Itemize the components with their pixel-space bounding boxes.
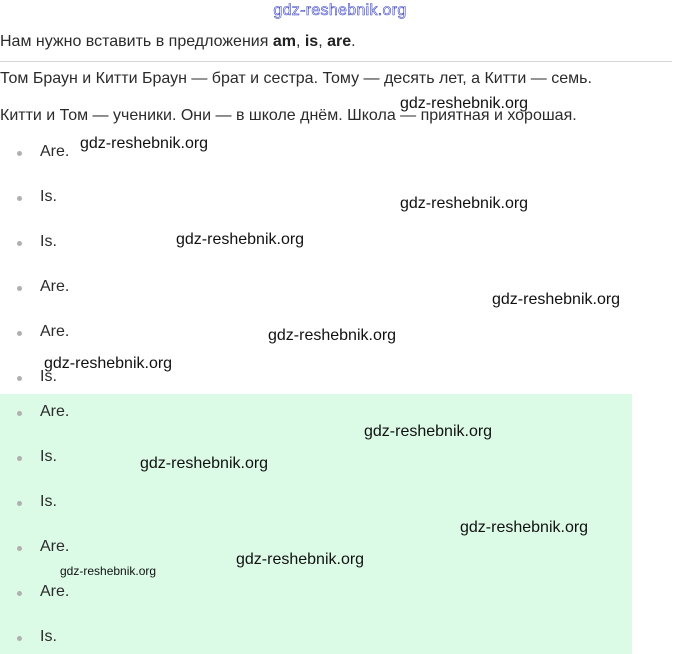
task-word-are: are — [327, 33, 352, 50]
bullet-icon — [17, 241, 22, 246]
answer-text: Is. — [40, 628, 57, 645]
bullet-icon — [17, 151, 22, 156]
watermark: gdz-reshebnik.org — [400, 95, 529, 112]
answer-text: Are. — [40, 403, 70, 420]
bullet-icon — [17, 546, 22, 551]
watermark: gdz-reshebnik.org — [60, 564, 157, 578]
watermark: gdz-reshebnik.org — [140, 455, 269, 472]
watermark: gdz-reshebnik.org — [460, 519, 589, 536]
watermark: gdz-reshebnik.org — [268, 327, 397, 344]
answer-text: Is. — [40, 368, 57, 385]
bullet-icon — [17, 501, 22, 506]
watermark: gdz-reshebnik.org — [176, 231, 305, 248]
task-separator: , — [318, 33, 328, 50]
bullet-icon — [17, 636, 22, 641]
answer-text: Is. — [40, 233, 57, 250]
answer-text: Are. — [40, 278, 70, 295]
site-watermark-header: gdz-reshebnik.org — [273, 2, 407, 19]
bullet-icon — [17, 286, 22, 291]
answer-text: Are. — [40, 538, 70, 555]
answer-text: Is. — [40, 493, 57, 510]
task-separator: , — [295, 33, 305, 50]
task-word-is: is — [304, 33, 319, 50]
bullet-icon — [17, 591, 22, 596]
task-suffix: . — [351, 33, 356, 50]
watermark: gdz-reshebnik.org — [400, 195, 529, 212]
task-instruction — [0, 33, 356, 51]
answer-text: Is. — [40, 188, 57, 205]
answer-text: Are. — [40, 323, 70, 340]
bullet-icon — [17, 456, 22, 461]
answer-text: Is. — [40, 448, 57, 465]
divider — [0, 61, 672, 62]
bullet-icon — [17, 331, 22, 336]
watermark: gdz-reshebnik.org — [44, 355, 173, 372]
text-line-1: Том Браун и Китти Браун — брат и сестра. Тому — десять лет, а Китти — семь. — [0, 70, 592, 87]
answer-text: Are. — [40, 583, 70, 600]
bullet-icon — [17, 196, 22, 201]
watermark: gdz-reshebnik.org — [364, 423, 493, 440]
task-prefix: Нам нужно вставить в предложения — [0, 33, 273, 50]
bullet-icon — [17, 411, 22, 416]
answer-text: Are. — [40, 143, 70, 160]
watermark: gdz-reshebnik.org — [80, 135, 209, 152]
watermark: gdz-reshebnik.org — [492, 291, 621, 308]
watermark: gdz-reshebnik.org — [236, 551, 365, 568]
bullet-icon — [17, 376, 22, 381]
task-word-am: am — [272, 33, 296, 50]
text-line-2: Китти и Том — ученики. Они — в школе днём. Школа — приятная и хорошая. — [0, 107, 577, 124]
